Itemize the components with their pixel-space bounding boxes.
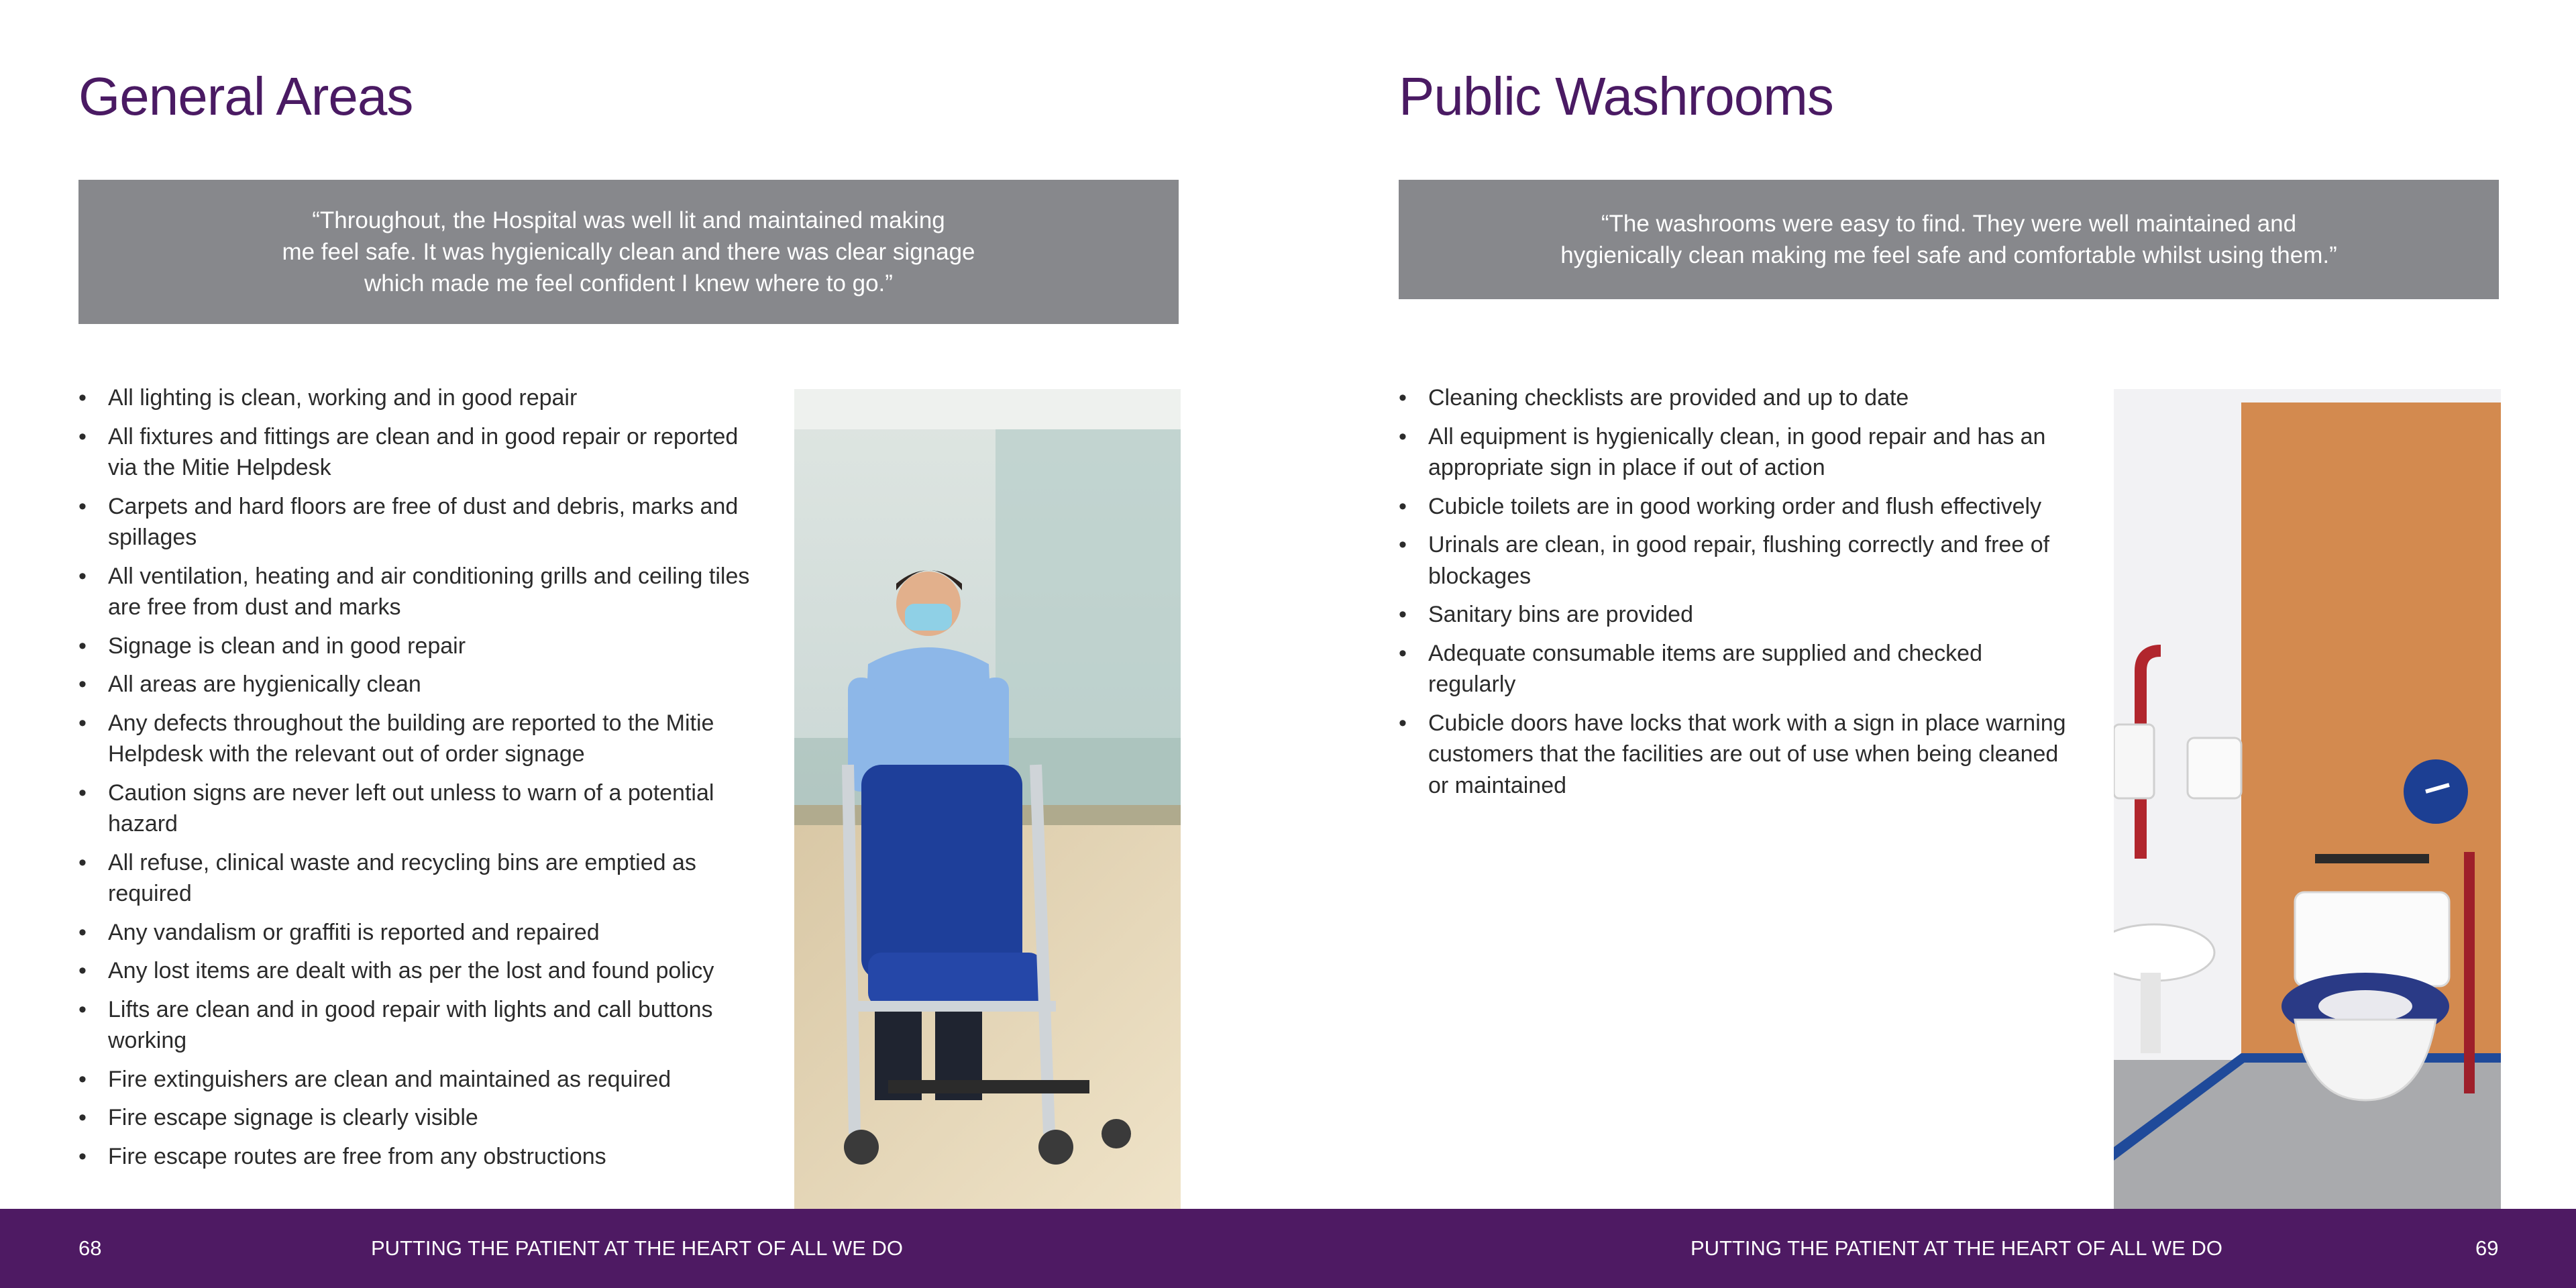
quote-line: me feel safe. It was hygienically clean and there was clear signage [282, 239, 975, 265]
quote-line: “Throughout, the Hospital was well lit and maintained making [312, 207, 945, 233]
list-item: • Lifts are clean and in good repair with lights and call buttons working [78, 994, 769, 1057]
right-page [1288, 0, 2576, 1288]
list-item: • All lighting is clean, working and in good repair [78, 382, 769, 414]
list-item: • All equipment is hygienically clean, in good repair and has an appropriate sign in place if out of action [1399, 421, 2070, 484]
photo-accessible-washroom [2114, 389, 2501, 1209]
list-item: • Caution signs are never left out unless to warn of a potential hazard [78, 777, 769, 840]
checklist-general-areas [78, 382, 769, 1179]
quote-line: “The washrooms were easy to find. They were well maintained and [1601, 211, 2297, 237]
washroom-photo-illustration [2114, 389, 2501, 1209]
quote-text [282, 205, 975, 299]
page-title-general-areas: General Areas [78, 66, 413, 126]
list-item: • Any vandalism or graffiti is reported and repaired [78, 917, 769, 949]
page-title-public-washrooms: Public Washrooms [1399, 66, 1833, 126]
quote-box-general-areas [78, 180, 1179, 324]
list-item: • All fixtures and fittings are clean and in good repair or reported via the Mitie Helpdesk [78, 421, 769, 484]
list-item: • Urinals are clean, in good repair, flushing correctly and free of blockages [1399, 529, 2070, 592]
list-item: • Signage is clean and in good repair [78, 631, 769, 662]
quote-text [1560, 208, 2337, 271]
list-item: • Any lost items are dealt with as per the lost and found policy [78, 955, 769, 987]
quote-line: which made me feel confident I knew where to go.” [364, 270, 893, 297]
list-item: • Adequate consumable items are supplied and checked regularly [1399, 638, 2070, 700]
photo-staff-with-wheelchair [794, 389, 1181, 1209]
list-item: • Fire escape routes are free from any obstructions [78, 1141, 769, 1173]
list-item: • All ventilation, heating and air conditioning grills and ceiling tiles are free from dust and marks [78, 561, 769, 623]
list-item: • Any defects throughout the building are reported to the Mitie Helpdesk with the relevant out of order signage [78, 708, 769, 770]
list-item: • Fire extinguishers are clean and maintained as required [78, 1064, 769, 1095]
list-item: • Carpets and hard floors are free of dust and debris, marks and spillages [78, 491, 769, 553]
list-item: • All refuse, clinical waste and recycling bins are emptied as required [78, 847, 769, 910]
list-item: • Cubicle toilets are in good working order and flush effectively [1399, 491, 2070, 523]
list-item: • Sanitary bins are provided [1399, 599, 2070, 631]
footer-tagline-left: PUTTING THE PATIENT AT THE HEART OF ALL WE DO [371, 1236, 903, 1260]
quote-box-public-washrooms [1399, 180, 2499, 299]
quote-line: hygienically clean making me feel safe and comfortable whilst using them.” [1560, 242, 2337, 268]
checklist-public-washrooms [1399, 382, 2070, 808]
list-item: • All areas are hygienically clean [78, 669, 769, 700]
page-number-right: 69 [2475, 1236, 2499, 1260]
footer-tagline-right: PUTTING THE PATIENT AT THE HEART OF ALL WE DO [1690, 1236, 2222, 1260]
footer-band [0, 1209, 2576, 1288]
list-item: • Cubicle doors have locks that work with a sign in place warning customers that the facilities are out of use when being cleaned or maintained [1399, 708, 2070, 802]
list-item: • Fire escape signage is clearly visible [78, 1102, 769, 1134]
page-number-left: 68 [78, 1236, 102, 1260]
wheelchair-photo-illustration [794, 389, 1181, 1209]
list-item: • Cleaning checklists are provided and up to date [1399, 382, 2070, 414]
